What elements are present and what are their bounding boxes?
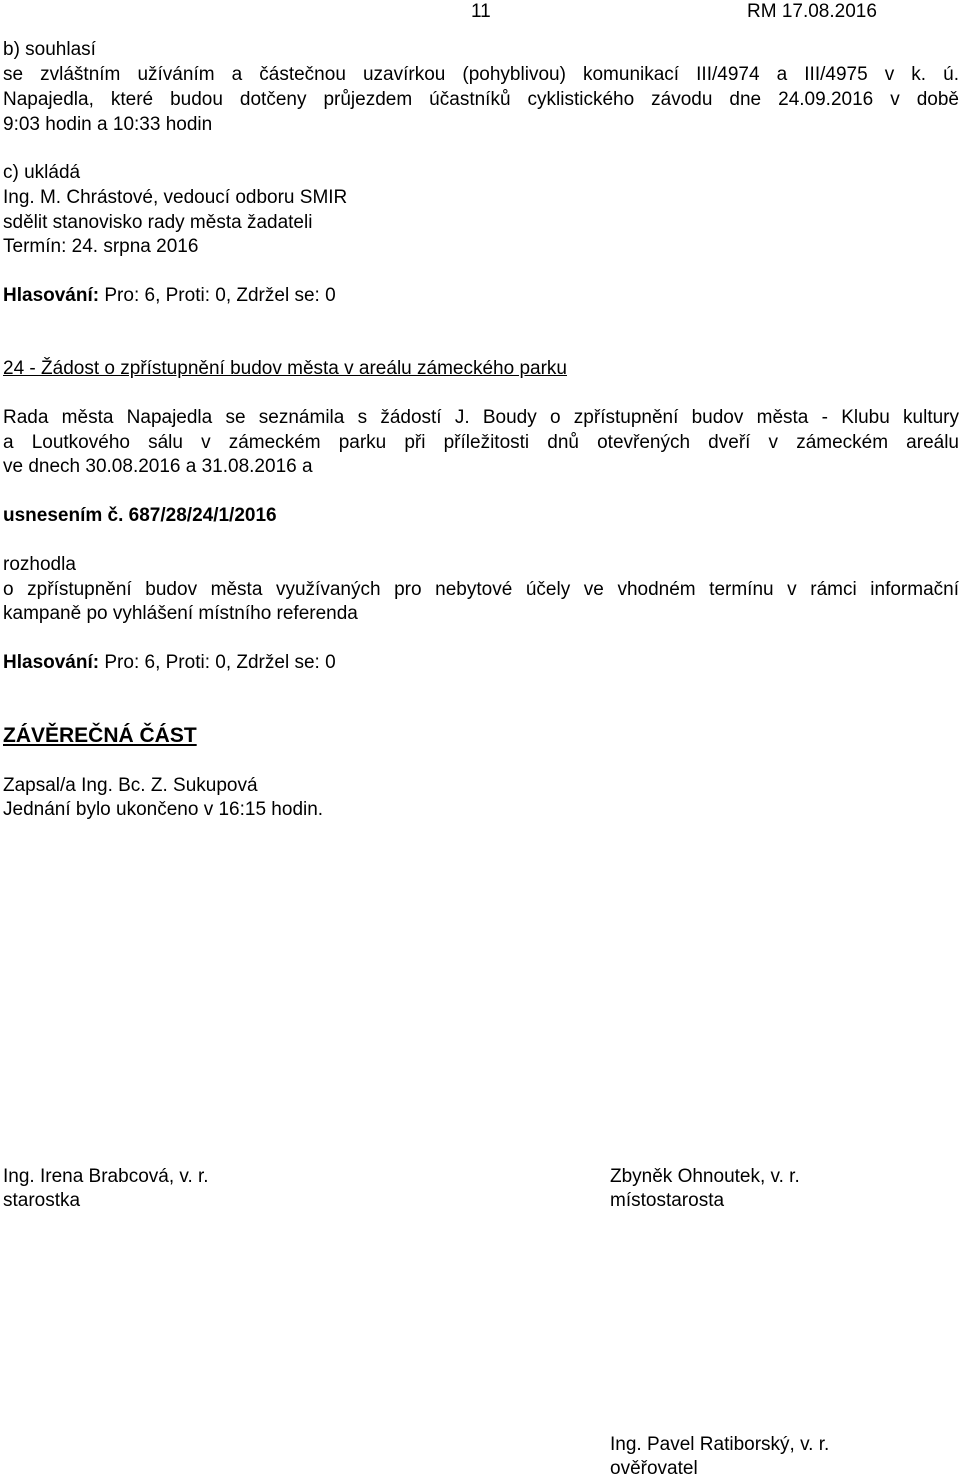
signature-verifier: [610, 1433, 829, 1481]
signature-name: Ing. Pavel Ratiborský, v. r.: [610, 1434, 830, 1455]
vote-2: [3, 651, 336, 675]
item-24-intro-line-3: ve dnech 30.08.2016 a 31.08.2016 a: [3, 456, 313, 477]
section-b-line-3: 9:03 hodin a 10:33 hodin: [3, 114, 213, 135]
resolution-number: 687/28/24/1/2016: [128, 505, 277, 526]
meeting-reference: RM 17.08.2016: [747, 1, 877, 22]
section-c-line-1: Ing. M. Chrástové, vedoucí odboru SMIR: [3, 187, 348, 208]
resolution: [3, 504, 277, 528]
vote-2-label: Hlasování:: [3, 652, 100, 673]
decision-label: rozhodla: [3, 554, 76, 575]
page-number: 11: [471, 1, 491, 22]
vote-1-label: Hlasování:: [3, 285, 100, 306]
signature-role: ověřovatel: [610, 1458, 698, 1479]
recorded-by: Zapsal/a Ing. Bc. Z. Sukupová: [3, 775, 258, 796]
item-24-title: 24 - Žádost o zpřístupnění budov města v areálu zámeckého parku: [3, 358, 567, 379]
signature-name: Zbyněk Ohnoutek, v. r.: [610, 1166, 800, 1187]
section-c-line-2: sdělit stanovisko rady města žadateli: [3, 212, 313, 233]
vote-1: [3, 284, 336, 308]
item-24-intro-line-2: a Loutkového sálu v zámeckém parku při příležitosti dnů otevřených dveří v zámeckém areálu: [3, 432, 959, 453]
signature-deputy-mayor: [610, 1165, 800, 1213]
signature-role: starostka: [3, 1190, 81, 1211]
meeting-ended: Jednání bylo ukončeno v 16:15 hodin.: [3, 799, 324, 820]
item-24-intro-line-1: Rada města Napajedla se seznámila s žádostí J. Boudy o zpřístupnění budov města - Klubu kultury: [3, 407, 959, 428]
vote-1-result: Pro: 6, Proti: 0, Zdržel se: 0: [104, 285, 336, 306]
signature-name: Ing. Irena Brabcová, v. r.: [3, 1166, 209, 1187]
closing-heading: ZÁVĚREČNÁ ČÁST: [3, 724, 197, 747]
section-c-deadline: Termín: 24. srpna 2016: [3, 236, 199, 257]
section-c-label: c) ukládá: [3, 162, 81, 183]
section-b-line-1: se zvláštním užíváním a částečnou uzavírkou (pohyblivou) komunikací III/4974 a III/4975 v k. ú.: [3, 64, 959, 85]
vote-2-result: Pro: 6, Proti: 0, Zdržel se: 0: [104, 652, 336, 673]
decision-line-2: kampaně po vyhlášení místního referenda: [3, 603, 358, 624]
signature-role: místostarosta: [610, 1190, 725, 1211]
decision-line-1: o zpřístupnění budov města využívaných pro nebytové účely ve vhodném termínu v rámci informační: [3, 579, 959, 600]
section-b-line-2: Napajedla, které budou dotčeny průjezdem účastníků cyklistického závodu dne 24.09.2016 v době: [3, 89, 959, 110]
section-b-label: b) souhlasí: [3, 39, 96, 60]
resolution-label: usnesením č.: [3, 505, 124, 526]
signature-mayor: [3, 1165, 209, 1213]
